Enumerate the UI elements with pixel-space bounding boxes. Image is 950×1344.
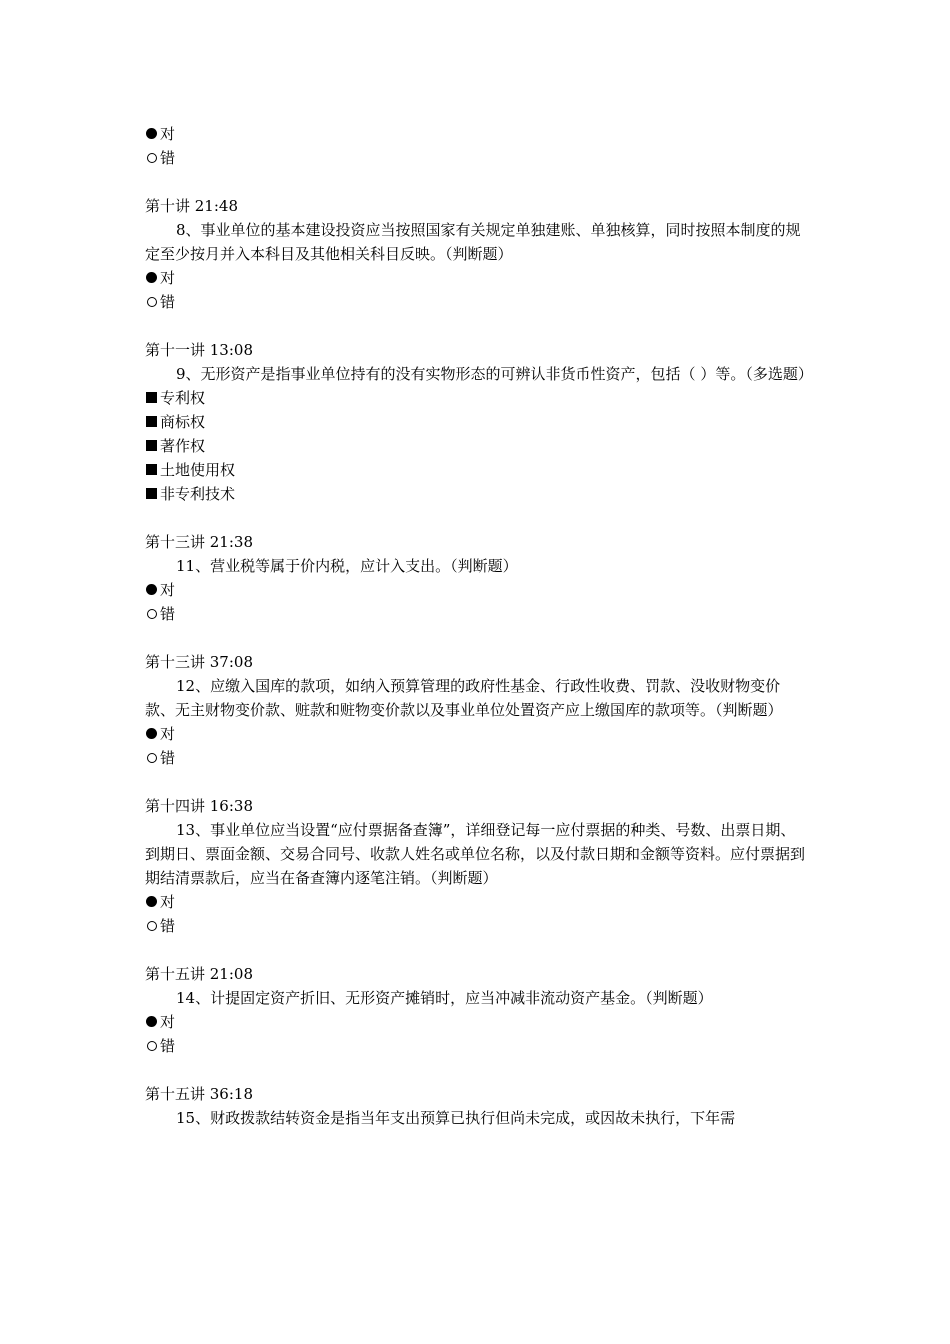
question-block [145, 170, 825, 314]
lecture-timestamp: 第十讲 21:48 [145, 197, 238, 215]
answer-option[interactable] [145, 1010, 825, 1034]
option-label: 对 [160, 125, 176, 143]
question-text: 11、营业税等属于价内税，应计入支出。（判断题） [176, 557, 518, 575]
checked-box-icon [145, 410, 158, 434]
option-label: 土地使用权 [160, 461, 236, 479]
answer-option[interactable] [145, 458, 825, 482]
checked-box-icon [145, 434, 158, 458]
question-list [145, 170, 825, 1130]
question-text: 14、计提固定资产折旧、无形资产摊销时，应当冲减非流动资产基金。（判断题） [176, 989, 713, 1007]
spacer [145, 938, 825, 962]
empty-radio-icon [145, 602, 158, 626]
option-label: 著作权 [160, 437, 206, 455]
question-block [145, 314, 825, 506]
question-text: 9、无形资产是指事业单位持有的没有实物形态的可辨认非货币性资产，包括（ ）等。（多选题） [176, 365, 813, 383]
question-block [145, 770, 825, 938]
spacer [145, 626, 825, 650]
spacer [145, 1058, 825, 1082]
answer-option[interactable] [145, 482, 825, 506]
option-true[interactable] [145, 122, 825, 146]
empty-radio-icon [145, 914, 158, 938]
empty-radio-icon [145, 746, 158, 770]
question-block [145, 1058, 825, 1130]
spacer [145, 170, 825, 194]
filled-radio-icon [145, 122, 158, 146]
checked-box-icon [145, 482, 158, 506]
option-label: 专利权 [160, 389, 206, 407]
lecture-timestamp: 第十三讲 21:38 [145, 533, 253, 551]
answer-option[interactable] [145, 602, 825, 626]
answer-option[interactable] [145, 722, 825, 746]
lecture-timestamp: 第十一讲 13:08 [145, 341, 253, 359]
option-label: 错 [160, 605, 176, 623]
filled-radio-icon [145, 722, 158, 746]
checked-box-icon [145, 386, 158, 410]
intro-options [145, 122, 825, 170]
lecture-timestamp: 第十四讲 16:38 [145, 797, 253, 815]
answer-option[interactable] [145, 266, 825, 290]
answer-option[interactable] [145, 410, 825, 434]
document-page [145, 122, 825, 1130]
empty-radio-icon [145, 290, 158, 314]
checked-box-icon [145, 458, 158, 482]
question-text: 15、财政拨款结转资金是指当年支出预算已执行但尚未完成，或因故未执行，下年需 [176, 1109, 736, 1127]
lecture-timestamp: 第十五讲 21:08 [145, 965, 253, 983]
filled-radio-icon [145, 890, 158, 914]
answer-option[interactable] [145, 746, 825, 770]
filled-radio-icon [145, 578, 158, 602]
option-label: 错 [160, 749, 176, 767]
option-label: 错 [160, 1037, 176, 1055]
answer-option[interactable] [145, 434, 825, 458]
option-label: 对 [160, 581, 176, 599]
option-label: 对 [160, 725, 176, 743]
option-label: 错 [160, 293, 176, 311]
empty-radio-icon [145, 146, 158, 170]
answer-option[interactable] [145, 1034, 825, 1058]
lecture-timestamp: 第十五讲 36:18 [145, 1085, 253, 1103]
question-block [145, 506, 825, 626]
spacer [145, 770, 825, 794]
answer-option[interactable] [145, 578, 825, 602]
question-block [145, 938, 825, 1058]
question-text: 8、事业单位的基本建设投资应当按照国家有关规定单独建账、单独核算，同时按照本制度的规定至少按月并入本科目及其他相关科目反映。（判断题） [145, 221, 801, 263]
option-label: 对 [160, 893, 176, 911]
spacer [145, 314, 825, 338]
option-label: 错 [160, 149, 176, 167]
answer-option[interactable] [145, 386, 825, 410]
spacer [145, 506, 825, 530]
question-text: 13、事业单位应当设置“应付票据备查簿”，详细登记每一应付票据的种类、号数、出票日期、到期日、票面金额、交易合同号、收款人姓名或单位名称，以及付款日期和金额等资料。应付票据到期结清票款后，应当在备查簿内逐笔注销。（判断题） [145, 821, 806, 887]
answer-option[interactable] [145, 290, 825, 314]
lecture-timestamp: 第十三讲 37:08 [145, 653, 253, 671]
option-label: 错 [160, 917, 176, 935]
option-label: 对 [160, 269, 176, 287]
answer-option[interactable] [145, 914, 825, 938]
option-false[interactable] [145, 146, 825, 170]
answer-option[interactable] [145, 890, 825, 914]
empty-radio-icon [145, 1034, 158, 1058]
filled-radio-icon [145, 1010, 158, 1034]
question-text: 12、应缴入国库的款项，如纳入预算管理的政府性基金、行政性收费、罚款、没收财物变价款、无主财物变价款、赃款和赃物变价款以及事业单位处置资产应上缴国库的款项等。（判断题） [145, 677, 783, 719]
filled-radio-icon [145, 266, 158, 290]
option-label: 非专利技术 [160, 485, 236, 503]
option-label: 商标权 [160, 413, 206, 431]
option-label: 对 [160, 1013, 176, 1031]
question-block [145, 626, 825, 770]
